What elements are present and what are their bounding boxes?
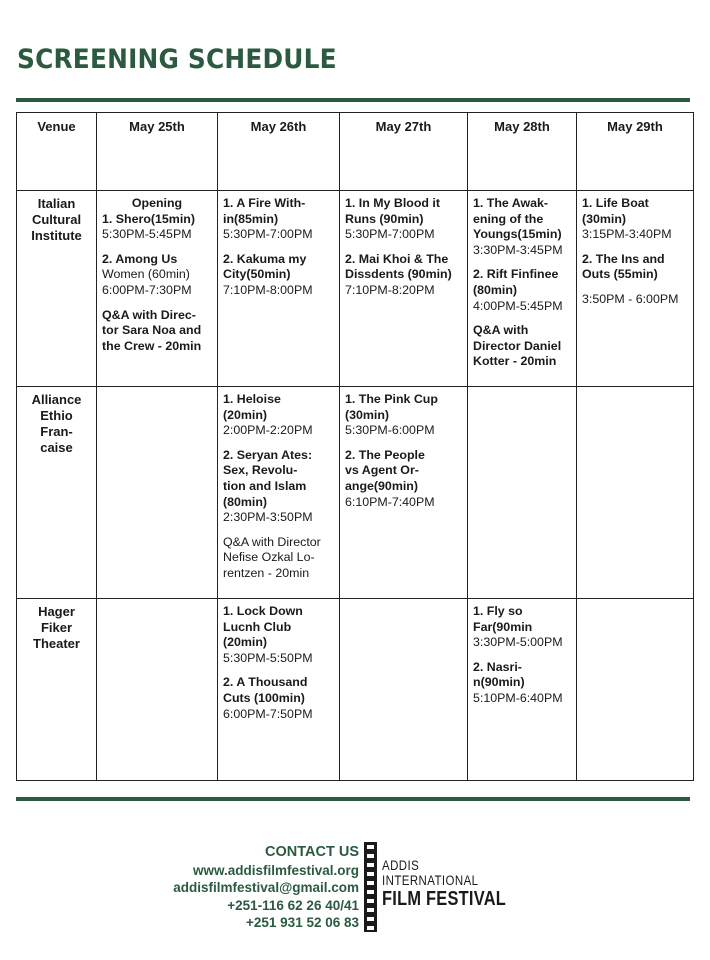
column-header-venue: Venue — [17, 113, 97, 191]
schedule-detail: 5:30PM-5:50PM — [223, 650, 313, 665]
phone-number: +251 931 52 06 83 — [246, 915, 359, 930]
film-title-line: 2. Kakuma my — [223, 251, 307, 266]
film-title-line: 1. In My Blood it — [345, 196, 440, 210]
venue-name-line: Hager — [38, 604, 75, 619]
header-row — [17, 113, 694, 191]
film-title-line: tion and Islam — [223, 478, 307, 493]
film-title-line: Cuts (100min) — [223, 690, 305, 705]
spacer — [102, 299, 212, 308]
film-title-line: (30min) — [582, 211, 627, 226]
footer — [0, 840, 710, 950]
schedule-detail: 3:50PM - 6:00PM — [582, 291, 679, 306]
table-row — [17, 191, 694, 387]
venue-name-line: Theater — [33, 636, 80, 651]
film-title-line: (20min) — [223, 635, 268, 650]
film-title-line: Youngs(15min) — [473, 227, 562, 242]
film-title-line: tor Sara Noa and — [102, 323, 202, 338]
venue-name-line: Fiker — [40, 620, 73, 635]
film-title-line: in(85min) — [223, 211, 279, 226]
film-title-line: 2. A Thousand — [223, 675, 308, 690]
film-title-line: 2. Rift Finfinee — [473, 267, 559, 282]
schedule-detail: 5:10PM-6:40PM — [473, 690, 563, 705]
schedule-cell — [218, 387, 340, 599]
schedule-detail: 4:00PM-5:45PM — [473, 298, 563, 313]
film-title-line: the Crew - 20min — [102, 338, 202, 353]
schedule-detail: 2:00PM-2:20PM — [223, 423, 313, 438]
film-title-line: Director Daniel — [473, 338, 562, 353]
schedule-detail: 5:30PM-6:00PM — [345, 423, 435, 438]
venue-alliance-ethio-francaise — [17, 387, 97, 599]
schedule-detail: 5:30PM-7:00PM — [223, 227, 313, 242]
film-title-line: vs Agent Or- — [345, 463, 419, 478]
film-title-line: 2. Mai Khoi & The — [345, 251, 449, 266]
schedule-cell — [340, 599, 468, 781]
film-title-line: Lucnh Club — [223, 619, 292, 634]
schedule-detail: Nefise Ozkal Lo- — [223, 550, 315, 565]
venue-italian-cultural-institute — [17, 191, 97, 387]
film-title-line: 2. Seryan Ates: — [223, 447, 313, 462]
top-divider — [16, 98, 690, 102]
schedule-detail: Q&A with Director — [223, 534, 321, 549]
film-title-line: 1. A Fire With- — [223, 196, 306, 210]
bottom-divider — [16, 797, 690, 801]
logo-line-addis: ADDIS — [382, 858, 420, 873]
film-title-line: Kotter - 20min — [473, 354, 557, 369]
spacer — [582, 283, 688, 292]
schedule-cell — [218, 599, 340, 781]
spacer — [345, 243, 462, 252]
film-title-line: (80min) — [223, 494, 268, 509]
spacer — [102, 243, 212, 252]
film-title-line: 1. Life Boat — [582, 196, 649, 210]
spacer — [345, 439, 462, 448]
spacer — [223, 526, 334, 535]
film-title-line: 2. Among Us — [102, 251, 178, 266]
contact-heading: CONTACT US — [265, 844, 359, 860]
film-title-line: Dissdents (90min) — [345, 267, 452, 282]
screening-schedule-table — [16, 112, 694, 781]
schedule-detail: 5:30PM-7:00PM — [345, 227, 435, 242]
venue-name-line: Ethio — [40, 408, 73, 423]
film-title-line: Sex, Revolu- — [223, 463, 298, 478]
table-row — [17, 599, 694, 781]
spacer — [582, 243, 688, 252]
column-header-may-26: May 26th — [218, 113, 340, 191]
schedule-detail: 2:30PM-3:50PM — [223, 510, 313, 525]
column-header-may-25: May 25th — [97, 113, 218, 191]
venue-name-line: Institute — [31, 228, 82, 243]
film-title-line: ange(90min) — [345, 478, 418, 493]
venue-name-line: Alliance — [31, 392, 82, 407]
schedule-cell — [97, 191, 218, 387]
schedule-detail: rentzen - 20min — [223, 565, 310, 580]
film-title-line: n(90min) — [473, 675, 525, 690]
film-title-line: 1. Heloise — [223, 392, 281, 406]
schedule-detail: 5:30PM-5:45PM — [102, 227, 192, 242]
schedule-detail: 6:00PM-7:50PM — [223, 706, 313, 721]
film-title-line: Opening — [131, 196, 183, 210]
venue-name-line: caise — [40, 440, 73, 455]
schedule-detail: 6:00PM-7:30PM — [102, 282, 192, 297]
film-title-line: 2. The People — [345, 447, 425, 462]
phone-number: +251-116 62 26 40/41 — [227, 897, 359, 913]
column-header-may-29: May 29th — [577, 113, 694, 191]
schedule-detail: Women (60min) — [102, 267, 190, 282]
film-title-line: 1. The Pink Cup — [345, 392, 438, 406]
contact-block — [173, 844, 359, 932]
film-title-line: Q&A with — [473, 323, 529, 338]
film-title-line: City(50min) — [223, 267, 291, 282]
film-title-line: Q&A with Direc- — [102, 307, 196, 322]
schedule-detail: 7:10PM-8:20PM — [345, 282, 435, 297]
schedule-cell — [577, 387, 694, 599]
schedule-detail: 3:30PM-5:00PM — [473, 635, 563, 650]
schedule-cell — [340, 387, 468, 599]
film-title-line: Far(90min — [473, 619, 533, 634]
schedule-cell — [577, 191, 694, 387]
film-title-line: 2. Nasri- — [473, 659, 522, 674]
schedule-cell — [218, 191, 340, 387]
film-strip-icon — [364, 842, 377, 932]
page-title: SCREENING SCHEDULE — [17, 44, 337, 75]
spacer — [473, 314, 571, 323]
film-title-line: 1. Shero(15min) — [102, 211, 195, 226]
schedule-detail: 3:15PM-3:40PM — [582, 227, 672, 242]
film-title-line: 1. Fly so — [473, 604, 523, 618]
spacer — [223, 439, 334, 448]
spacer — [473, 651, 571, 660]
schedule-detail: 6:10PM-7:40PM — [345, 494, 435, 509]
festival-logo — [382, 858, 533, 910]
schedule-cell — [577, 599, 694, 781]
spacer — [223, 243, 334, 252]
film-title-line: ening of the — [473, 211, 544, 226]
venue-name-line: Cultural — [31, 212, 82, 227]
spacer — [223, 666, 334, 675]
film-title-line: Outs (55min) — [582, 267, 658, 282]
film-title-line: 1. The Awak- — [473, 196, 549, 210]
website-link[interactable]: www.addisfilmfestival.org — [192, 862, 359, 878]
film-title-line: (20min) — [223, 407, 268, 422]
film-title-line: (30min) — [345, 407, 390, 422]
schedule-detail: 7:10PM-8:00PM — [223, 282, 313, 297]
column-header-may-27: May 27th — [340, 113, 468, 191]
email-link[interactable]: addisfilmfestival@gmail.com — [173, 880, 359, 895]
table-row — [17, 387, 694, 599]
venue-name-line: Italian — [37, 196, 76, 211]
schedule-cell — [340, 191, 468, 387]
logo-line-film-festival: FILM FESTIVAL — [382, 888, 507, 910]
schedule-cell — [97, 387, 218, 599]
schedule-cell — [468, 599, 577, 781]
logo-line-international: INTERNATIONAL — [382, 873, 479, 888]
schedule-cell — [468, 191, 577, 387]
venue-hager-fiker-theater — [17, 599, 97, 781]
schedule-cell — [97, 599, 218, 781]
film-title-line: Runs (90min) — [345, 211, 424, 226]
film-title-line: 2. The Ins and — [582, 251, 665, 266]
film-title-line: 1. Lock Down — [223, 604, 303, 618]
schedule-cell — [468, 387, 577, 599]
spacer — [473, 258, 571, 267]
schedule-detail: 3:30PM-3:45PM — [473, 242, 563, 257]
column-header-may-28: May 28th — [468, 113, 577, 191]
venue-name-line: Fran- — [40, 424, 73, 439]
film-title-line: (80min) — [473, 282, 518, 297]
